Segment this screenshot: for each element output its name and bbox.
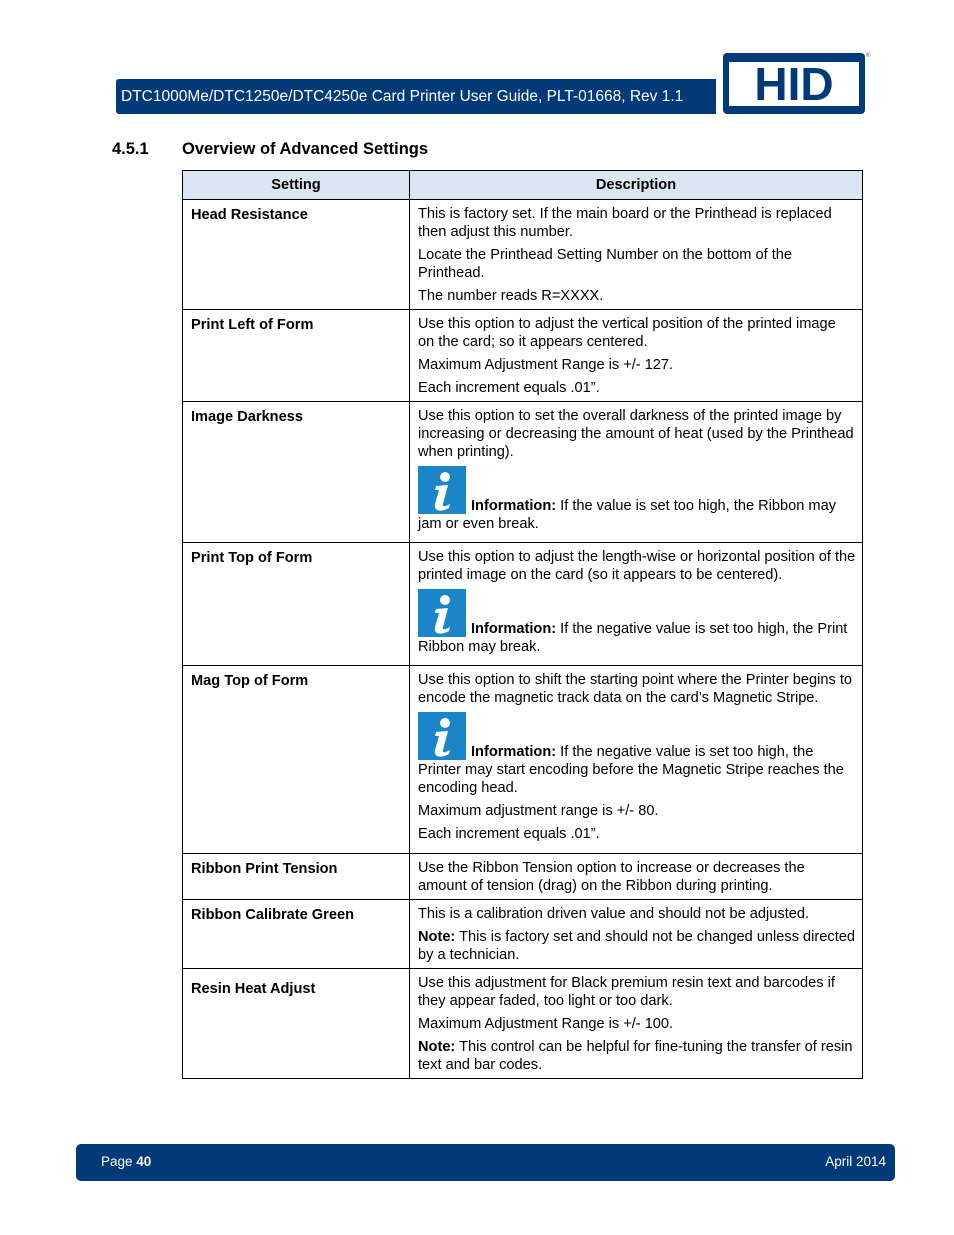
hid-logo [723, 53, 865, 114]
setting-description [410, 310, 863, 402]
description-text: Use this option to shift the starting point where the Printer begins to encode the magnetic track data on the card’s Magnetic Stripe. [418, 672, 853, 706]
information-icon [418, 466, 466, 514]
section-heading [112, 140, 428, 159]
column-header-description: Description [410, 171, 863, 200]
information-label: Information: [471, 621, 557, 637]
information-text: If the negative value is set too high, the Print Ribbon may break. [418, 621, 848, 655]
setting-name: Print Top of Form [183, 543, 410, 666]
table-row [183, 200, 863, 310]
setting-description [410, 854, 863, 900]
setting-description [410, 666, 863, 854]
page-footer [76, 1144, 895, 1181]
logo-text: HID [754, 61, 834, 106]
page-indicator [101, 1154, 151, 1169]
information-text: If the value is set too high, the Ribbon may jam or even break. [418, 498, 837, 532]
setting-description [410, 900, 863, 969]
table-row [183, 900, 863, 969]
description-text: Each increment equals .01”. [418, 826, 600, 842]
hid-logo-mark [729, 62, 859, 106]
setting-name: Print Left of Form [183, 310, 410, 402]
section-number: 4.5.1 [112, 140, 149, 158]
note-label: Note: [418, 929, 456, 945]
description-note [418, 928, 856, 964]
registered-mark: ® [866, 53, 871, 59]
description-text: Maximum Adjustment Range is +/- 127. [418, 357, 674, 373]
table-row [183, 310, 863, 402]
table-row [183, 402, 863, 543]
page-number: 40 [136, 1154, 152, 1169]
table-row [183, 854, 863, 900]
description-note [418, 1038, 856, 1074]
table-header-row [183, 171, 863, 200]
setting-name: Ribbon Calibrate Green [183, 900, 410, 969]
table-row [183, 543, 863, 666]
setting-name: Ribbon Print Tension [183, 854, 410, 900]
setting-description [410, 969, 863, 1079]
setting-name: Image Darkness [183, 402, 410, 543]
column-header-setting: Setting [183, 171, 410, 200]
document-header-title: DTC1000Me/DTC1250e/DTC4250e Card Printer User Guide, PLT-01668, Rev 1.1 [116, 79, 716, 114]
description-text: Locate the Printhead Setting Number on the bottom of the Printhead. [418, 247, 793, 281]
table-row [183, 969, 863, 1079]
information-icon [418, 712, 466, 760]
setting-description [410, 543, 863, 666]
description-text: Use this option to adjust the length-wise or horizontal position of the printed image on the card (so it appears to be centered). [418, 549, 856, 583]
note-text: This control can be helpful for fine-tuning the transfer of resin text and bar codes. [418, 1039, 853, 1073]
information-callout [418, 589, 856, 656]
information-text: If the negative value is set too high, the Printer may start encoding before the Magnetic Stripe reaches the encoding head. [418, 744, 844, 796]
information-label: Information: [471, 498, 557, 514]
description-text: Use this adjustment for Black premium resin text and barcodes if they appear faded, too light or too dark. [418, 975, 835, 1009]
description-text: Use this option to adjust the vertical position of the printed image on the card; so it appears centered. [418, 316, 836, 350]
information-callout [418, 466, 856, 533]
description-text: Use this option to set the overall darkness of the printed image by increasing or decreasing the amount of heat (used by the Printhead when printing). [418, 408, 854, 460]
note-text: This is factory set and should not be changed unless directed by a technician. [418, 929, 855, 963]
description-text: Each increment equals .01”. [418, 380, 600, 396]
setting-description [410, 402, 863, 543]
description-text: Use the Ribbon Tension option to increase or decreases the amount of tension (drag) on the Ribbon during printing. [418, 860, 805, 894]
section-title: Overview of Advanced Settings [182, 140, 429, 158]
information-icon [418, 589, 466, 637]
advanced-settings-table [182, 170, 863, 1079]
setting-name: Mag Top of Form [183, 666, 410, 854]
note-label: Note: [418, 1039, 456, 1055]
description-text: This is a calibration driven value and should not be adjusted. [418, 906, 810, 922]
setting-name: Head Resistance [183, 200, 410, 310]
description-text: This is factory set. If the main board or the Printhead is replaced then adjust this number. [418, 206, 832, 240]
setting-description [410, 200, 863, 310]
information-callout [418, 712, 856, 797]
description-text: Maximum Adjustment Range is +/- 100. [418, 1016, 674, 1032]
page-label: Page [101, 1154, 137, 1169]
description-text: The number reads R=XXXX. [418, 288, 604, 304]
description-text: Maximum adjustment range is +/- 80. [418, 803, 659, 819]
table-row [183, 666, 863, 854]
setting-name: Resin Heat Adjust [183, 969, 410, 1079]
information-label: Information: [471, 744, 557, 760]
publication-date: April 2014 [825, 1154, 886, 1169]
